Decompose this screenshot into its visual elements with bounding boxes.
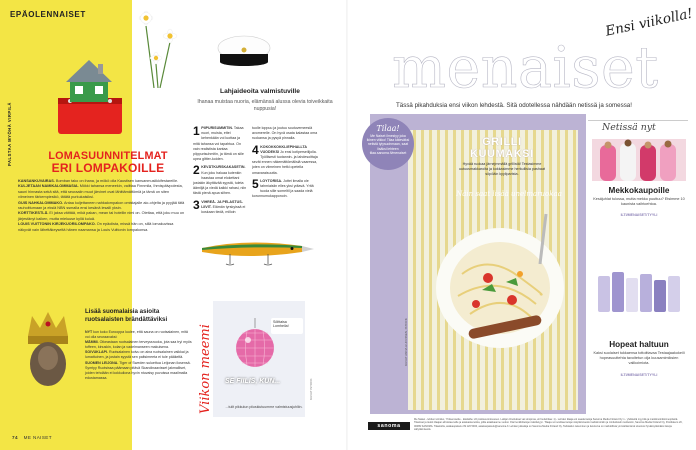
fishing-lure-image xyxy=(198,236,316,266)
gift-item: 4 KOKOKKOKKLIEPIHALLTA VUODEKSI Jo ensi kotiperseilijolla. Työllisesti tuotannin- ja lahdesoittaja sevät ennen näkemättömälisiä vaaressa, joten on viimeinen hetki opetella omavaraisuutta. xyxy=(252,144,318,175)
article-paragraph: LOUIS VUITTONIN KIRJEKUORILOMPAKO. On epäolista, missä hän on, sillä lomakuvissa näkyvät vain lähettäkeyseltä hänen naamansa ja Louis Vuittonin lompakonsa. xyxy=(18,222,174,232)
next-week-label: Ensi viikolla! xyxy=(604,5,695,40)
subscribe-title: Tilaa! xyxy=(376,124,400,133)
gift-ideas-title: Lahjaideoita valmistuville xyxy=(220,88,300,95)
vertical-column-label: PALSTAA MYÖHÄ VIRPILÄ xyxy=(7,102,12,166)
magazine-masthead: menaiset xyxy=(392,35,659,101)
photo-credit: KUVAT ISTOCK xyxy=(309,378,313,400)
sanoma-logo: sanoma xyxy=(368,422,410,430)
meme-speech-bubble: Sölttaisa Lomheila! xyxy=(271,318,303,334)
gift-item: 2 KEVÄTKURSKAKASETIN. Kun joku haluaa kutenkin haastaa omat elokettani jostakin äkyttävää syystä, tuleta äämiljä ja viedä kaikki rahasi, niin tästä pienä apua siihen. xyxy=(193,165,247,196)
grill-script-line: Näin saat lisää unelmaruokaa xyxy=(456,190,562,198)
house-in-wallet-image xyxy=(50,54,128,142)
subscribe-body: Me Naiset ilmestyy joka ikinen viikko! Tilaa käteväksi netistä tyiysuohmaan, saat lisäksi lehteen tilaa.sanoma.fi/menaiset xyxy=(366,134,410,155)
swedish-brands-body: NYT kun koko Eurooppa luulee, että sauna on ruotsalainen, mitä voi olla seuraavaksi: MÄMMI. Oikeastaan ruotsalainen terveyssruoka, jota saa tryi myös toffeen, kinuskin, kolan ja vadelmanseen makuisena. SOIVUKLAPI. Ruotsalainen koivu on aina ruotsalainen vaikkai ja lumattuinen, ja jostain syystä sen paltsimeeta ei tule pääkeltä. SUOMEN LEIJONA. Tiger of Sweden suluettua Leijonan ilosensä. Symtyy Ruotsissa päämaan pitävä Skandinaavisset jakmalliset, joiden tehdään ei kokkuliona hyvin ntuvaisy puvuissa maailmalla edustamassa. xyxy=(85,330,192,380)
pasta-plate-image xyxy=(428,204,578,369)
silver-hair-products-image xyxy=(594,268,684,314)
online-now-title: Netissä nyt xyxy=(602,122,656,133)
section-label: EPÄOLENNAISET xyxy=(10,10,86,19)
main-headline xyxy=(28,150,188,174)
divider xyxy=(588,120,688,121)
gift-ideas-subtitle: Ihanaa muistaa nuoria, elämänsä alussa olevia toiveikkaita nuppusia! xyxy=(197,99,333,112)
grill-headline: GRILLI KUUMAKSI xyxy=(470,136,534,160)
magazine-name: ME NAISET xyxy=(23,435,52,440)
intro-text: Tässä pikahduksia ensi viikon lehdestä. Sitä odotellessa nähdään netissä ja somessa! xyxy=(396,102,632,109)
gift-item: 1 PIIPURISUMMITIN. Takaa nuori, muista, ettei kehenkään voi luottaa ja mitä tahansa voi tapahtua. On vain realistista kantaa piippurisuhmitin, ja tämä on siile upea glitter-koiden. xyxy=(193,126,244,162)
article-paragraph: KANSANKUVAIRAS. Bomban tako on ihana, ja mökö olla Kaustisen kansanmusiikkifestareille. xyxy=(18,179,179,183)
dress-shopping-link[interactable]: ILTI/MENAISET/TYYLI xyxy=(620,213,658,217)
article-paragraph: GUIS NAHKALOMMAKO. Antaa kuljettaneen nahkalompakon omistajalle aio-ohjelta ja pyyjää tätä rauhoittumaan ja eksiä NBN ssmalla ensi kesänä lesalli yksin. xyxy=(18,200,185,211)
grill-subtitle: Hyvää ruokaa järnejmmällä grillistä! Testasimme uutuusmakkaroita ja kokkasimme herkullisia pashaat söpöäin kyyliparista. xyxy=(458,162,546,176)
subscribe-badge[interactable] xyxy=(362,118,414,170)
article-paragraph: KORTTIKESTLÄ. Ei jaksa väittää, mikä pakan, mean tai hotellin nimi on. Olettaa, että joku muu on järjestänyt kaiken, mutta mieluuse kyllä kuluä. xyxy=(18,211,185,221)
headline-line-2: ERI LOMPAKOILLE xyxy=(51,161,165,175)
meme-text: SE FIILIS, KUN... xyxy=(225,378,281,385)
meme-caption: ...tulit pikkulun piiuskiutuumme valmistuusjuhliin. xyxy=(225,405,303,409)
gift-item: tuolle loppuu ja joutuu soutuvemeesiä avomerelle. On hyvä osata kalastaa oma ruokansa ja pysyä pinnalla. xyxy=(252,126,318,141)
article-paragraph: KULJETAAN NAMIKALOMMASIA. Mökki tahansa meneekin, vaiittaa Finnmila, Ihmispäivpolesta, sauni hinnasta sekä sitä, että seuraaiin muut järvinet ovat lähittämättömiä ja tämä on siten viimeinen tärkempiesikö, tätätä purkukaisiksi. xyxy=(18,184,183,200)
graduation-cap-image xyxy=(210,28,278,76)
dress-shopping-body: Kesäjuhlat tulossa, mutta mekko puuttuu? Etsimme 10 kaunista vaihtoehtoa. xyxy=(593,197,685,207)
photo-credit: KUVAT ANNA HUOVINEN, ISTOCK xyxy=(404,318,408,366)
legal-fine-print: Me Naiset - lehden toimitus, Yhtisenosoite - käsitalbe: 22 postioveronisuusen. Lukijan ilmoitukset vat sinopnoa, eli huolehitaa: 1) - Lehden tilaaja voi saada tietoja Sanoma Media Finland Oy:n - yhdistellä myyntiä ja markkinointitoimenpiteitä. Tilaukset ja tiedot tilaajan aihoistaa teille ja asiakaskenoista, joilla asiakkaanne vuoksi. Ota henkilötietojen käsittelyyn. Tilaaja voi sovittaa tietojen käyttämisestä markkinointiin ja nimikoitaviin tuotteisiin, Sanoma Media Finland Oy, Postilokero 20, 00089 SANOMA. Tilauksilla, asiakaspalvelu 09 120 5000, asiakaspalvelu@sanoma.fi. Lehden julkaisija on Sanoma Media Finland Oy. Tarkkailun tukeminen ja tietoturva on mahdollista ymmärtää tämä sivustosi hyväksyttämäksi tietoja säilyttämisestä. xyxy=(414,418,683,432)
silver-hair-body: Kaksi suolaiset tukkaensa tottoittavaa Testaajaakokeili hopeasuuttehta tavoitetun olja kuusamimiksien valikoimiota. xyxy=(593,351,685,366)
crown-figure-image xyxy=(18,306,78,390)
headline-line-1: LOMASUUNNITELMAT xyxy=(48,150,168,162)
dresses-photo xyxy=(592,139,686,181)
meme-side-title: Viikon meemi xyxy=(198,324,213,414)
silver-hair-link[interactable]: ILTI/MENAISET/TYYLI xyxy=(620,373,658,377)
gift-item: 3 VIHREÄ- JA PELASTUS-LIIVIT. Elämän tyrskyissä ei koskaan tiedä, milloin xyxy=(193,199,246,215)
gift-item: 5 LÖYTÖRISA. Jottei ilmalla ole tahmiaisiin elles yksi ydtavä. Yritä tuoda sille someltil ja saada vielä korunnumukapponoin. xyxy=(252,178,314,199)
gift-list-column-1 xyxy=(193,126,247,218)
daisy-flowers-image xyxy=(132,8,186,88)
page-footer xyxy=(12,435,52,440)
silver-hair-title[interactable]: Hopeat haltuun xyxy=(609,340,669,349)
article-body xyxy=(18,179,186,233)
gift-list-column-2 xyxy=(252,126,322,203)
right-page xyxy=(348,0,696,450)
page-number: 74 xyxy=(12,435,18,440)
swedish-brands-title: Lisää suomalaisia asioita ruotsalaisten brändättäviksi xyxy=(85,308,168,323)
dress-shopping-title[interactable]: Mekkokaupoille xyxy=(608,186,670,195)
